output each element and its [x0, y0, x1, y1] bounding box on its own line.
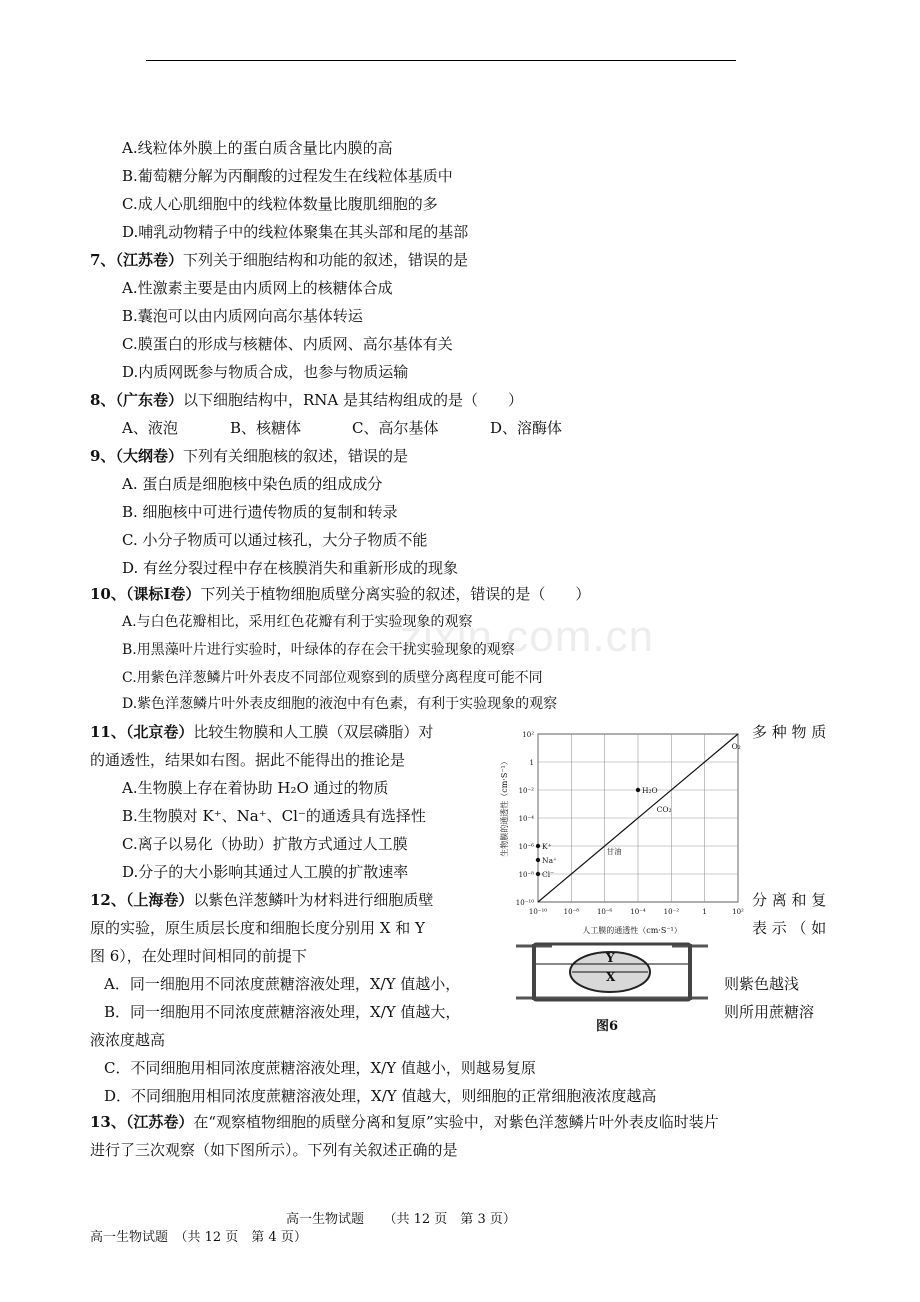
q12-option-b-right: 则所用蔗糖溶 — [724, 1003, 815, 1021]
chart-x-tick-label: 10² — [732, 908, 744, 916]
chart-x-tick-label: 10⁻⁸ — [563, 908, 580, 916]
q11-stem-line2: 的通透性，结果如右图。据此不能得出的推论是 — [90, 751, 406, 769]
q6-option-a: A.线粒体外膜上的蛋白质含量比内膜的高 — [122, 139, 393, 157]
q7-option-b: B.囊泡可以由内质网向高尔基体转运 — [122, 307, 363, 325]
q12-option-a: A．同一细胞用不同浓度蔗糖溶液处理，X/Y 值越小， — [104, 975, 461, 993]
q12-option-b: B．同一细胞用不同浓度蔗糖溶液处理，X/Y 值越大， — [104, 1003, 461, 1021]
q10-option-b: B.用黑藻叶片进行实验时，叶绿体的存在会干扰实验现象的观察 — [122, 642, 515, 658]
figure6-label-x: X — [606, 970, 616, 984]
chart-x-tick-label: 10⁻⁶ — [596, 908, 613, 916]
figure6-cell-diagram — [512, 940, 712, 1036]
chart-y-tick-label: 10⁻⁸ — [518, 871, 534, 879]
q11-stem — [90, 722, 433, 742]
chart-point-label: Na⁺ — [542, 856, 557, 865]
q7-option-d: D.内质网既参与物质合成，也参与物质运输 — [122, 363, 409, 381]
q12-number: 12、 — [90, 891, 126, 909]
q7-stem-text: 下列关于细胞结构和功能的叙述，错误的是 — [182, 251, 468, 269]
chart-y-tick-label: 10⁻¹⁰ — [515, 899, 534, 907]
q11-stem-right: 多 种 物 质 — [752, 723, 827, 741]
q12-stem-line2: 原的实验，原生质层长度和细胞长度分别用 X 和 Y — [90, 919, 425, 937]
q12-stem-line2-right: 表 示 （ 如 — [752, 919, 827, 937]
q7-option-c: C.膜蛋白的形成与核糖体、内质网、高尔基体有关 — [122, 335, 453, 353]
q7-stem — [90, 250, 468, 270]
q12-stem-right: 分 离 和 复 — [752, 891, 827, 909]
chart-point — [536, 872, 540, 876]
chart-x-axis-label: 人工膜的通透性（cm·S⁻¹） — [582, 926, 682, 935]
q11-option-b: B.生物膜对 K⁺、Na⁺、Cl⁻的通透具有选择性 — [122, 807, 426, 825]
q6-option-c: C.成人心肌细胞中的线粒体数量比腹肌细胞的多 — [122, 195, 438, 213]
q12-option-c: C．不同细胞用相同浓度蔗糖溶液处理，X/Y 值越小，则越易复原 — [104, 1059, 536, 1077]
chart-point — [636, 788, 640, 792]
q13-source: （江苏卷） — [125, 1113, 194, 1131]
q8-option-d: D、溶酶体 — [490, 419, 563, 437]
q8-option-b: B、核糖体 — [230, 419, 302, 437]
page-footer-left: 高一生物试题 （共 12 页 第 4 页） — [90, 1230, 307, 1245]
q8-option-a: A、液泡 — [122, 419, 178, 437]
q8-source: （广东卷） — [115, 391, 183, 409]
q12-stem-line3: 图 6），在处理时间相同的前提下 — [90, 947, 307, 965]
q9-option-c: C. 小分子物质可以通过核孔，大分子物质不能 — [122, 531, 428, 549]
q7-option-a: A.性激素主要是由内质网上的核糖体合成 — [122, 279, 393, 297]
chart-point-label: Cl⁻ — [542, 870, 555, 879]
chart-y-axis-label: 生物膜的通透性（cm·S⁻¹） — [500, 757, 509, 857]
watermark: zixin.com.cn — [400, 612, 655, 661]
q13-stem — [90, 1112, 719, 1132]
chart-line-label: 甘油 — [606, 847, 622, 856]
figure6-caption: 图6 — [596, 1019, 619, 1034]
q10-stem-text: 下列关于植物细胞质壁分离实验的叙述，错误的是（ ） — [200, 585, 591, 603]
q12-option-b-cont: 液浓度越高 — [90, 1031, 166, 1049]
chart-point-label: K⁺ — [542, 842, 552, 851]
permeability-chart — [498, 722, 748, 940]
q11-option-d: D.分子的大小影响其通过人工膜的扩散速率 — [122, 863, 409, 881]
chart-y-tick-label: 10⁻⁴ — [518, 815, 534, 823]
q9-option-a: A. 蛋白质是细胞核中染色质的组成成分 — [122, 475, 383, 493]
chart-point — [536, 844, 540, 848]
q10-option-a: A.与白色花瓣相比，采用红色花瓣有利于实验现象的观察 — [122, 614, 473, 630]
q12-source: （上海卷） — [125, 891, 194, 909]
chart-line-label: CO₂ — [656, 805, 672, 814]
q10-option-d: D.紫色洋葱鳞片叶外表皮细胞的液泡中有色素，有利于实验现象的观察 — [122, 696, 558, 712]
q10-source: （课标Ⅰ卷） — [125, 585, 201, 603]
q7-number: 7、 — [90, 251, 116, 269]
chart-ticks — [516, 731, 744, 916]
q9-stem — [90, 446, 408, 466]
q12-stem — [90, 890, 433, 910]
q12-option-a-right: 则紫色越浅 — [724, 975, 800, 993]
q12-stem-text: 以紫色洋葱鳞叶为材料进行细胞质壁 — [193, 891, 434, 909]
chart-line-label: O₂ — [731, 742, 741, 751]
q8-stem-text: 以下细胞结构中，RNA 是其结构组成的是（ ） — [182, 391, 523, 409]
q6-option-b: B.葡萄糖分解为丙酮酸的过程发生在线粒体基质中 — [122, 167, 453, 185]
q9-option-b: B. 细胞核中可进行遗传物质的复制和转录 — [122, 503, 398, 521]
q8-option-c: C、高尔基体 — [352, 419, 439, 437]
q8-number: 8、 — [90, 391, 116, 409]
q11-stem-text: 比较生物膜和人工膜（双层磷脂）对 — [193, 723, 434, 741]
q9-stem-text: 下列有关细胞核的叙述，错误的是 — [182, 447, 408, 465]
q10-stem — [90, 584, 590, 604]
chart-x-tick-label: 1 — [702, 908, 707, 916]
q11-source: （北京卷） — [125, 723, 194, 741]
q10-option-c: C.用紫色洋葱鳞片叶外表皮不同部位观察到的质壁分离程度可能不同 — [122, 670, 543, 686]
q13-stem-line2: 进行了三次观察（如下图所示）。下列有关叙述正确的是 — [90, 1141, 458, 1159]
q11-number: 11、 — [90, 723, 126, 741]
chart-y-tick-label: 10⁻⁶ — [518, 843, 534, 851]
q6-option-d: D.哺乳动物精子中的线粒体聚集在其头部和尾的基部 — [122, 223, 469, 241]
page-footer-center: 高一生物试题 （共 12 页 第 3 页） — [286, 1212, 516, 1227]
chart-point-label: H₂O — [642, 786, 658, 795]
figure6-label-y: Y — [606, 951, 615, 965]
q11-option-c: C.离子以易化（协助）扩散方式通过人工膜 — [122, 835, 408, 853]
q7-source: （江苏卷） — [115, 251, 183, 269]
q10-number: 10、 — [90, 585, 126, 603]
q13-number: 13、 — [90, 1113, 126, 1131]
chart-x-tick-label: 10⁻¹⁰ — [528, 908, 548, 916]
header-rule — [146, 60, 736, 61]
chart-x-tick-label: 10⁻² — [663, 908, 680, 916]
q13-stem-text: 在“观察植物细胞的质壁分离和复原”实验中，对紫色洋葱鳞片叶外表皮临时装片 — [193, 1113, 719, 1131]
q11-option-a: A.生物膜上存在着协助 H₂O 通过的物质 — [122, 779, 389, 797]
chart-y-tick-label: 10⁻² — [518, 787, 534, 795]
chart-x-tick-label: 10⁻⁴ — [630, 908, 646, 916]
q9-source: （大纲卷） — [115, 447, 183, 465]
q12-option-d: D．不同细胞用相同浓度蔗糖溶液处理，X/Y 值越大，则细胞的正常细胞液浓度越高 — [104, 1087, 657, 1105]
chart-y-tick-label: 1 — [529, 759, 534, 767]
q8-stem — [90, 390, 523, 410]
chart-y-tick-label: 10² — [522, 731, 534, 739]
q9-option-d: D. 有丝分裂过程中存在核膜消失和重新形成的现象 — [122, 559, 459, 577]
q9-number: 9、 — [90, 447, 116, 465]
chart-point — [536, 858, 540, 862]
